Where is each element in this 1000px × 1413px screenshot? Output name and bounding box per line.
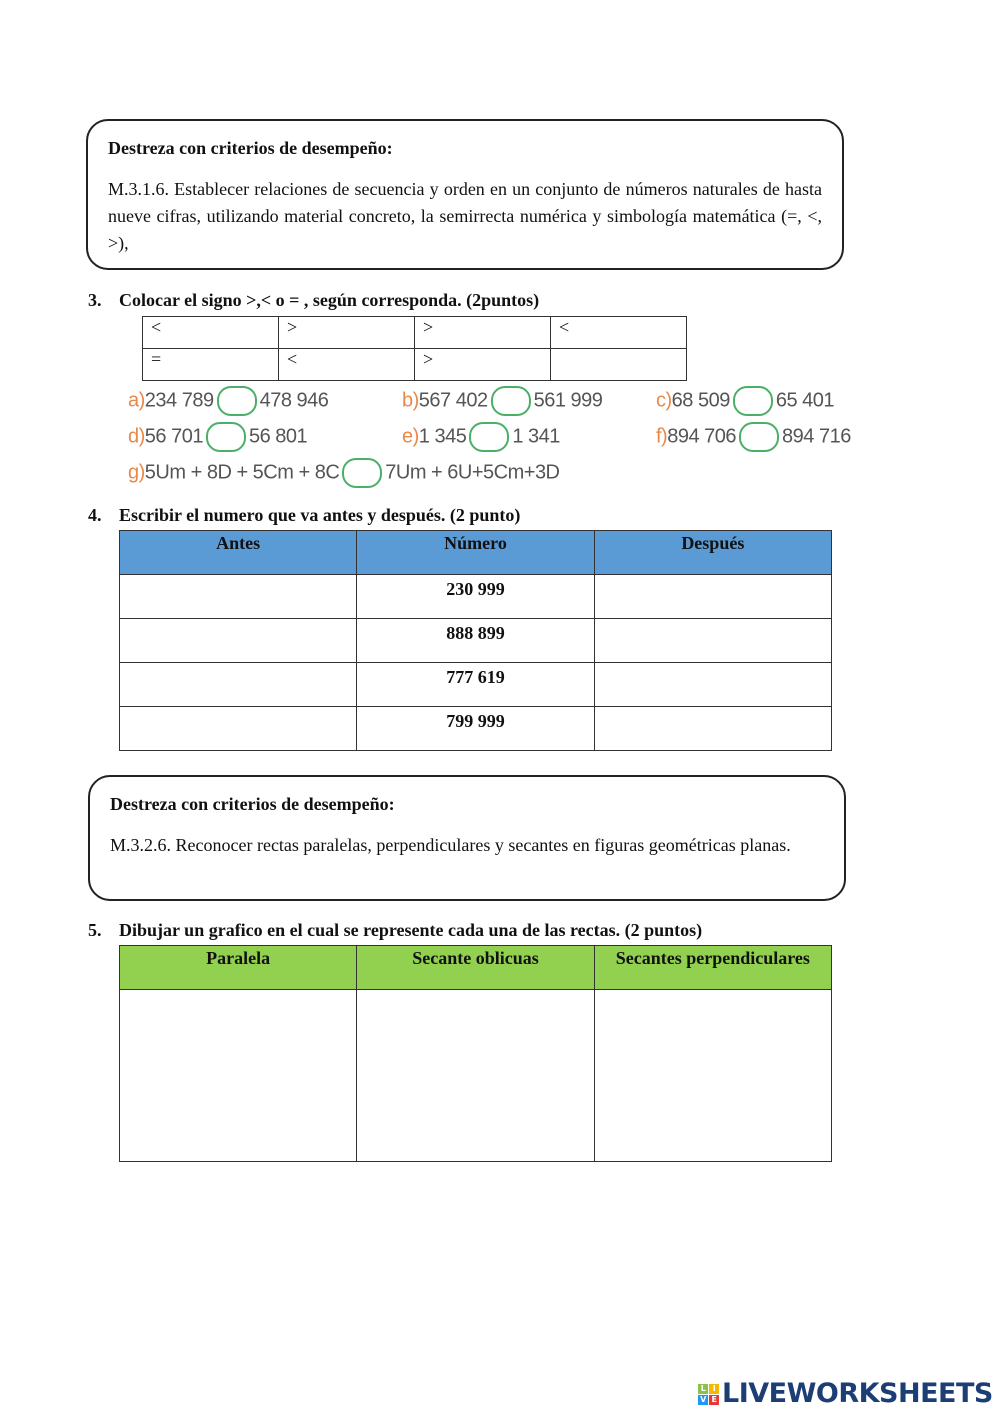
question-3-title [88, 290, 539, 311]
answer-oval[interactable] [342, 458, 382, 488]
question-4-title [88, 505, 520, 526]
skill-text: M.3.2.6. Reconocer rectas paralelas, perpendiculares y secantes en figuras geométricas planas. [110, 835, 791, 855]
drawing-cell[interactable] [120, 990, 357, 1162]
exercise-g: g)5Um + 8D + 5Cm + 8C 7Um + 6U+5Cm+3D [128, 458, 560, 488]
skill-box-1 [86, 119, 844, 270]
question-5-title [88, 920, 702, 941]
skill-box-2 [88, 775, 846, 901]
answer-oval[interactable] [739, 422, 779, 452]
number-cell: 230 999 [357, 575, 594, 619]
symbol-cell[interactable]: > [415, 349, 551, 381]
table-row [120, 707, 832, 751]
header-secantes-perpendiculares: Secantes perpendiculares [594, 946, 831, 990]
exercise-c: c)68 509 65 401 [656, 386, 834, 416]
question-text: Dibujar un grafico en el cual se represente cada una de las rectas. (2 puntos) [119, 920, 703, 940]
before-after-table [119, 530, 832, 751]
header-secante-oblicuas: Secante oblicuas [357, 946, 594, 990]
exercise-e: e)1 345 1 341 [402, 422, 560, 452]
skill-text: M.3.1.6. Establecer relaciones de secuencia y orden en un conjunto de números naturales de hasta nueve cifras, utilizando material concreto, la semirrecta numérica y simbología matemática (=, <, >), [108, 179, 822, 253]
table-row [120, 619, 832, 663]
drawing-cell[interactable] [594, 990, 831, 1162]
antes-input[interactable] [120, 619, 357, 663]
lines-table [119, 945, 832, 1162]
exercise-f: f)894 706 894 716 [656, 422, 851, 452]
number-cell: 777 619 [357, 663, 594, 707]
antes-input[interactable] [120, 707, 357, 751]
exercise-b: b)567 402 561 999 [402, 386, 602, 416]
despues-input[interactable] [594, 575, 831, 619]
question-number: 4. [88, 505, 102, 525]
answer-oval[interactable] [491, 386, 531, 416]
header-antes: Antes [120, 531, 357, 575]
number-cell: 888 899 [357, 619, 594, 663]
number-cell: 799 999 [357, 707, 594, 751]
symbols-table [142, 316, 687, 381]
exercise-a: a)234 789 478 946 [128, 386, 328, 416]
question-text: Escribir el numero que va antes y después. (2 punto) [119, 505, 521, 525]
antes-input[interactable] [120, 663, 357, 707]
header-numero: Número [357, 531, 594, 575]
table-row [120, 663, 832, 707]
exercise-d: d)56 701 56 801 [128, 422, 307, 452]
symbol-cell[interactable]: = [143, 349, 279, 381]
logo-text: LIVEWORKSHEETS [722, 1378, 993, 1409]
symbol-cell[interactable]: < [279, 349, 415, 381]
despues-input[interactable] [594, 619, 831, 663]
question-text: Colocar el signo >,< o = , según corresponda. (2puntos) [119, 290, 540, 310]
antes-input[interactable] [120, 575, 357, 619]
symbol-cell[interactable]: > [415, 317, 551, 349]
header-paralela: Paralela [120, 946, 357, 990]
symbol-cell[interactable]: > [279, 317, 415, 349]
despues-input[interactable] [594, 707, 831, 751]
header-despues: Después [594, 531, 831, 575]
answer-oval[interactable] [206, 422, 246, 452]
symbol-cell[interactable]: < [551, 317, 687, 349]
table-row [120, 575, 832, 619]
question-number: 3. [88, 290, 102, 310]
answer-oval[interactable] [217, 386, 257, 416]
skill-heading: Destreza con criterios de desempeño: [108, 138, 393, 158]
skill-heading: Destreza con criterios de desempeño: [110, 794, 395, 814]
answer-oval[interactable] [469, 422, 509, 452]
logo-mark-icon: L I V E [698, 1384, 719, 1405]
despues-input[interactable] [594, 663, 831, 707]
answer-oval[interactable] [733, 386, 773, 416]
question-number: 5. [88, 920, 102, 940]
drawing-cell[interactable] [357, 990, 594, 1162]
symbol-cell[interactable] [551, 349, 687, 381]
liveworksheets-logo [698, 1378, 993, 1409]
symbol-cell[interactable]: < [143, 317, 279, 349]
